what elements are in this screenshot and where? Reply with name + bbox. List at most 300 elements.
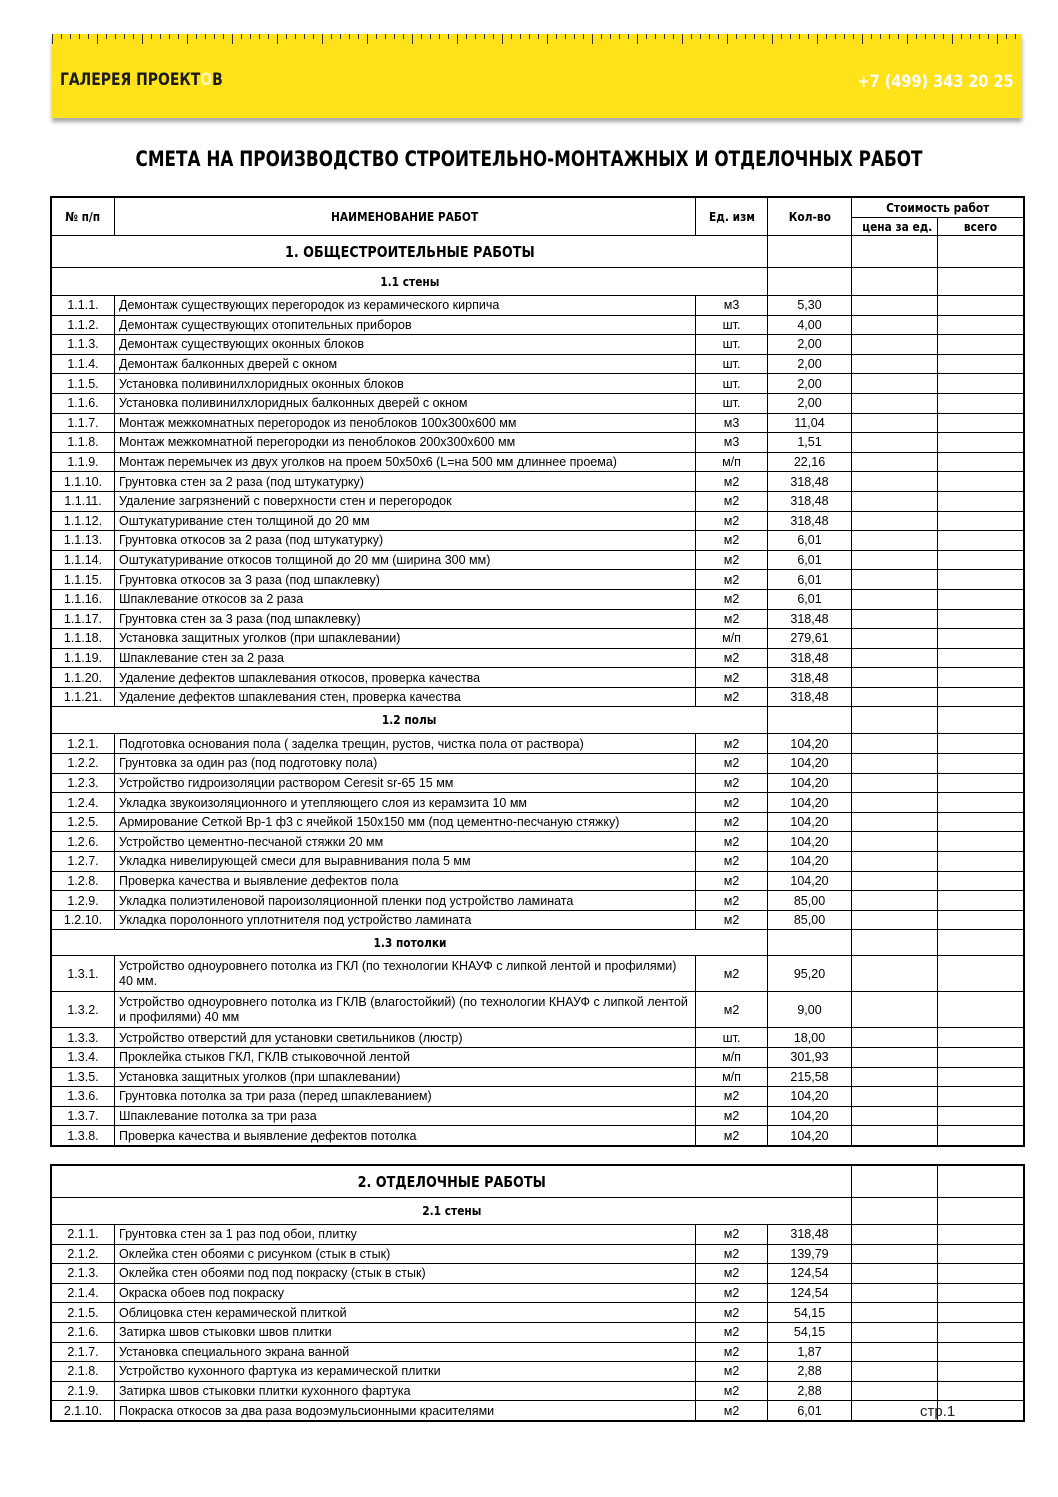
row-number: 1.1.14. <box>52 550 115 570</box>
row-total <box>938 852 1024 872</box>
row-unit: м2 <box>696 1106 768 1126</box>
row-total <box>938 609 1024 629</box>
row-total <box>938 1106 1024 1126</box>
row-unit: м2 <box>696 793 768 813</box>
row-total <box>938 871 1024 891</box>
row-work-name: Демонтаж существующих оконных блоков <box>115 335 696 355</box>
row-unit: м2 <box>696 1322 768 1342</box>
row-quantity: 318,48 <box>768 668 852 688</box>
table-row <box>52 754 1024 774</box>
row-unit: м/п <box>696 452 768 472</box>
brand-logo: ГАЛЕРЕЯ ПРОЕКТОВ <box>60 70 223 90</box>
row-total <box>938 773 1024 793</box>
row-price <box>852 1362 938 1382</box>
row-work-name: Удаление дефектов шпаклевания стен, проверка качества <box>115 687 696 707</box>
row-total <box>938 550 1024 570</box>
row-quantity: 6,01 <box>768 589 852 609</box>
row-total <box>938 354 1024 374</box>
table-row <box>52 315 1024 335</box>
row-work-name: Затирка швов стыковки плитки кухонного фартука <box>115 1381 696 1401</box>
table-row <box>52 891 1024 911</box>
row-unit: м2 <box>696 956 768 992</box>
row-price <box>852 433 938 453</box>
row-work-name: Устройство кухонного фартука из керамической плитки <box>115 1362 696 1382</box>
row-number: 2.1.8. <box>52 1362 115 1382</box>
ruler-decoration <box>52 34 1022 44</box>
section-row <box>52 236 1024 268</box>
row-price <box>852 734 938 754</box>
row-price <box>852 1381 938 1401</box>
row-work-name: Оклейка стен обоями под под покраску (стык в стык) <box>115 1264 696 1284</box>
row-price <box>852 296 938 316</box>
row-quantity: 318,48 <box>768 491 852 511</box>
row-work-name: Оклейка стен обоями с рисунком (стык в стык) <box>115 1244 696 1264</box>
table-row <box>52 871 1024 891</box>
row-work-name: Удаление загрязнений с поверхности стен и перегородок <box>115 491 696 511</box>
section-title: 2. ОТДЕЛОЧНЫЕ РАБОТЫ <box>52 1166 852 1198</box>
subsection-title: 2.1 стены <box>52 1198 852 1225</box>
subsection-row <box>52 268 1024 296</box>
row-total <box>938 511 1024 531</box>
col-header-price: цена за ед. <box>852 218 938 236</box>
row-number: 1.1.6. <box>52 393 115 413</box>
row-unit: м2 <box>696 852 768 872</box>
table-row <box>52 452 1024 472</box>
row-unit: м2 <box>696 1244 768 1264</box>
row-quantity: 318,48 <box>768 609 852 629</box>
row-work-name: Монтаж межкомнатных перегородок из пеноблоков 100х300х600 мм <box>115 413 696 433</box>
row-price <box>852 1322 938 1342</box>
table-row <box>52 511 1024 531</box>
row-total <box>938 1322 1024 1342</box>
col-header-name: НАИМЕНОВАНИЕ РАБОТ <box>115 198 696 236</box>
row-price <box>852 871 938 891</box>
row-price <box>852 1283 938 1303</box>
row-number: 1.2.9. <box>52 891 115 911</box>
row-quantity: 124,54 <box>768 1283 852 1303</box>
table-row <box>52 1303 1024 1323</box>
row-quantity: 2,00 <box>768 374 852 394</box>
row-work-name: Оштукатуривание откосов толщиной до 20 мм (ширина 300 мм) <box>115 550 696 570</box>
row-total <box>938 687 1024 707</box>
table-row <box>52 1048 1024 1068</box>
row-price <box>852 1225 938 1245</box>
table-row <box>52 992 1024 1028</box>
row-number: 1.2.7. <box>52 852 115 872</box>
table-row <box>52 1264 1024 1284</box>
row-price <box>852 891 938 911</box>
row-unit: шт. <box>696 354 768 374</box>
page-number: стр.1 <box>920 1403 956 1420</box>
row-price <box>852 335 938 355</box>
row-unit: м2 <box>696 754 768 774</box>
row-work-name: Укладка полиэтиленовой пароизоляционной пленки под устройство ламината <box>115 891 696 911</box>
table-row <box>52 491 1024 511</box>
row-number: 1.1.19. <box>52 648 115 668</box>
row-quantity: 215,58 <box>768 1067 852 1087</box>
table-row <box>52 1067 1024 1087</box>
row-work-name: Оштукатуривание стен толщиной до 20 мм <box>115 511 696 531</box>
row-number: 1.1.15. <box>52 570 115 590</box>
table-row <box>52 1244 1024 1264</box>
row-number: 1.2.8. <box>52 871 115 891</box>
row-number: 1.1.7. <box>52 413 115 433</box>
row-number: 1.3.8. <box>52 1126 115 1146</box>
estimate-table-1 <box>51 197 1024 1146</box>
row-price <box>852 956 938 992</box>
row-price <box>852 1048 938 1068</box>
row-quantity: 104,20 <box>768 1106 852 1126</box>
table-row <box>52 374 1024 394</box>
row-price <box>852 1342 938 1362</box>
row-price <box>852 609 938 629</box>
row-unit: м2 <box>696 687 768 707</box>
row-total <box>938 1225 1024 1245</box>
table-row <box>52 648 1024 668</box>
row-price <box>852 413 938 433</box>
row-quantity: 104,20 <box>768 832 852 852</box>
table-row <box>52 589 1024 609</box>
row-number: 2.1.10. <box>52 1401 115 1421</box>
row-price <box>852 1087 938 1107</box>
table-row <box>52 1106 1024 1126</box>
row-number: 1.3.6. <box>52 1087 115 1107</box>
row-unit: м2 <box>696 1362 768 1382</box>
row-quantity: 318,48 <box>768 648 852 668</box>
row-work-name: Покраска откосов за два раза водоэмульсионными красителями <box>115 1401 696 1421</box>
row-unit: м2 <box>696 648 768 668</box>
table-row <box>52 668 1024 688</box>
row-unit: м2 <box>696 511 768 531</box>
row-number: 2.1.9. <box>52 1381 115 1401</box>
row-quantity: 54,15 <box>768 1303 852 1323</box>
row-price <box>852 852 938 872</box>
table-row <box>52 1087 1024 1107</box>
col-header-unit: Ед. изм <box>696 198 768 236</box>
row-quantity: 104,20 <box>768 871 852 891</box>
row-unit: м2 <box>696 812 768 832</box>
table-row <box>52 570 1024 590</box>
row-unit: м2 <box>696 992 768 1028</box>
row-quantity: 2,88 <box>768 1362 852 1382</box>
row-price <box>852 754 938 774</box>
row-price <box>852 773 938 793</box>
row-number: 1.2.4. <box>52 793 115 813</box>
row-quantity: 2,00 <box>768 393 852 413</box>
row-total <box>938 1244 1024 1264</box>
row-work-name: Грунтовка за один раз (под подготовку пола) <box>115 754 696 774</box>
row-number: 1.1.9. <box>52 452 115 472</box>
row-unit: м/п <box>696 629 768 649</box>
row-price <box>852 1303 938 1323</box>
row-work-name: Укладка нивелирующей смеси для выравнивания пола 5 мм <box>115 852 696 872</box>
row-price <box>852 1126 938 1146</box>
row-unit: м2 <box>696 472 768 492</box>
row-number: 1.3.7. <box>52 1106 115 1126</box>
row-total <box>938 589 1024 609</box>
row-unit: м2 <box>696 1087 768 1107</box>
row-price <box>852 648 938 668</box>
row-quantity: 54,15 <box>768 1322 852 1342</box>
row-total <box>938 1126 1024 1146</box>
row-work-name: Устройство отверстий для установки светильников (люстр) <box>115 1028 696 1048</box>
row-unit: м2 <box>696 531 768 551</box>
row-unit: м3 <box>696 433 768 453</box>
row-quantity: 6,01 <box>768 1401 852 1421</box>
row-total <box>938 1342 1024 1362</box>
row-quantity: 2,00 <box>768 335 852 355</box>
row-unit: м2 <box>696 609 768 629</box>
row-quantity: 9,00 <box>768 992 852 1028</box>
row-work-name: Окраска обоев под покраску <box>115 1283 696 1303</box>
row-number: 1.2.10. <box>52 910 115 930</box>
row-work-name: Демонтаж существующих отопительных приборов <box>115 315 696 335</box>
row-number: 1.2.3. <box>52 773 115 793</box>
row-work-name: Удаление дефектов шпаклевания откосов, проверка качества <box>115 668 696 688</box>
row-unit: м2 <box>696 1401 768 1421</box>
row-work-name: Установка защитных уголков (при шпаклевании) <box>115 629 696 649</box>
row-unit: м/п <box>696 1048 768 1068</box>
row-number: 2.1.7. <box>52 1342 115 1362</box>
row-number: 1.1.13. <box>52 531 115 551</box>
row-work-name: Установка специального экрана ванной <box>115 1342 696 1362</box>
table-row <box>52 1381 1024 1401</box>
row-work-name: Армирование Сеткой Вр-1 ф3 с ячейкой 150х150 мм (под цементно-песчаную стяжку) <box>115 812 696 832</box>
row-unit: м3 <box>696 413 768 433</box>
row-work-name: Устройство одноуровнего потолка из ГКЛВ (влагостойкий) (по технологии КНАУФ с липкой лентой и профилями) 40 мм <box>115 992 696 1028</box>
row-work-name: Шпаклевание стен за 2 раза <box>115 648 696 668</box>
row-quantity: 124,54 <box>768 1264 852 1284</box>
row-unit: шт. <box>696 315 768 335</box>
row-total <box>938 1087 1024 1107</box>
row-quantity: 6,01 <box>768 550 852 570</box>
row-quantity: 318,48 <box>768 511 852 531</box>
row-price <box>852 472 938 492</box>
table-row <box>52 1283 1024 1303</box>
table-row <box>52 773 1024 793</box>
row-number: 1.1.3. <box>52 335 115 355</box>
row-number: 2.1.6. <box>52 1322 115 1342</box>
row-price <box>852 668 938 688</box>
table-row <box>52 1401 1024 1421</box>
row-price <box>852 491 938 511</box>
estimate-table-2 <box>51 1165 1024 1421</box>
row-quantity: 85,00 <box>768 891 852 911</box>
row-quantity: 301,93 <box>768 1048 852 1068</box>
row-total <box>938 472 1024 492</box>
row-work-name: Установка поливинилхлоридных балконных дверей с окном <box>115 393 696 413</box>
row-work-name: Демонтаж существующих перегородок из керамического кирпича <box>115 296 696 316</box>
row-price <box>852 992 938 1028</box>
row-price <box>852 1264 938 1284</box>
table-row <box>52 296 1024 316</box>
col-header-num: № п/п <box>52 198 115 236</box>
row-price <box>852 1067 938 1087</box>
col-header-total: всего <box>938 218 1024 236</box>
table-row <box>52 335 1024 355</box>
row-unit: м2 <box>696 570 768 590</box>
row-price <box>852 550 938 570</box>
row-number: 1.1.2. <box>52 315 115 335</box>
table-row <box>52 609 1024 629</box>
table-row <box>52 1028 1024 1048</box>
row-unit: м2 <box>696 668 768 688</box>
row-unit: м2 <box>696 1303 768 1323</box>
row-number: 1.1.17. <box>52 609 115 629</box>
row-quantity: 4,00 <box>768 315 852 335</box>
row-price <box>852 374 938 394</box>
table-row <box>52 1126 1024 1146</box>
row-quantity: 139,79 <box>768 1244 852 1264</box>
row-unit: м2 <box>696 1126 768 1146</box>
row-work-name: Проверка качества и выявление дефектов пола <box>115 871 696 891</box>
row-total <box>938 1264 1024 1284</box>
row-total <box>938 433 1024 453</box>
row-price <box>852 531 938 551</box>
row-work-name: Установка поливинилхлоридных оконных блоков <box>115 374 696 394</box>
row-number: 1.1.11. <box>52 491 115 511</box>
row-number: 2.1.3. <box>52 1264 115 1284</box>
row-number: 1.3.5. <box>52 1067 115 1087</box>
row-unit: м2 <box>696 1342 768 1362</box>
row-unit: м2 <box>696 891 768 911</box>
row-work-name: Проклейка стыков ГКЛ, ГКЛВ стыковочной лентой <box>115 1048 696 1068</box>
row-work-name: Облицовка стен керамической плиткой <box>115 1303 696 1323</box>
row-total <box>938 812 1024 832</box>
phone-number[interactable]: +7 (499) 343 20 25 <box>857 72 1014 92</box>
row-total <box>938 296 1024 316</box>
row-quantity: 85,00 <box>768 910 852 930</box>
row-total <box>938 891 1024 911</box>
table-header-row <box>52 198 1024 218</box>
table-row <box>52 812 1024 832</box>
row-unit: шт. <box>696 1028 768 1048</box>
table-row <box>52 531 1024 551</box>
row-quantity: 104,20 <box>768 852 852 872</box>
row-work-name: Устройство гидроизоляции раствором Ceresit sr-65 15 мм <box>115 773 696 793</box>
row-total <box>938 992 1024 1028</box>
row-number: 1.3.3. <box>52 1028 115 1048</box>
table-row <box>52 413 1024 433</box>
row-total <box>938 1067 1024 1087</box>
row-number: 1.1.21. <box>52 687 115 707</box>
row-work-name: Грунтовка стен за 1 раз под обои, плитку <box>115 1225 696 1245</box>
row-price <box>852 511 938 531</box>
row-total <box>938 531 1024 551</box>
row-quantity: 104,20 <box>768 1087 852 1107</box>
row-unit: м2 <box>696 1264 768 1284</box>
row-number: 1.2.2. <box>52 754 115 774</box>
row-total <box>938 1381 1024 1401</box>
row-price <box>852 570 938 590</box>
row-number: 1.1.10. <box>52 472 115 492</box>
col-header-qty: Кол-во <box>768 198 852 236</box>
row-total <box>938 1028 1024 1048</box>
row-total <box>938 956 1024 992</box>
row-price <box>852 629 938 649</box>
row-unit: м2 <box>696 550 768 570</box>
row-work-name: Укладка поролонного уплотнителя под устройство ламината <box>115 910 696 930</box>
row-quantity: 6,01 <box>768 531 852 551</box>
table-row <box>52 433 1024 453</box>
row-price <box>852 354 938 374</box>
row-total <box>938 374 1024 394</box>
row-price <box>852 687 938 707</box>
table-row <box>52 734 1024 754</box>
row-quantity: 2,88 <box>768 1381 852 1401</box>
row-total <box>938 668 1024 688</box>
row-unit: м2 <box>696 832 768 852</box>
row-unit: м2 <box>696 589 768 609</box>
table-row <box>52 1322 1024 1342</box>
row-number: 2.1.5. <box>52 1303 115 1323</box>
row-unit: шт. <box>696 393 768 413</box>
row-price <box>852 832 938 852</box>
row-total <box>938 452 1024 472</box>
row-quantity: 22,16 <box>768 452 852 472</box>
row-number: 1.2.6. <box>52 832 115 852</box>
row-work-name: Установка защитных уголков (при шпаклевании) <box>115 1067 696 1087</box>
row-work-name: Грунтовка откосов за 2 раза (под штукатурку) <box>115 531 696 551</box>
row-unit: м/п <box>696 1067 768 1087</box>
row-price <box>852 1028 938 1048</box>
table-row <box>52 1362 1024 1382</box>
row-total <box>938 910 1024 930</box>
row-total <box>938 832 1024 852</box>
row-quantity: 104,20 <box>768 812 852 832</box>
table-row <box>52 550 1024 570</box>
row-unit: м2 <box>696 871 768 891</box>
row-work-name: Укладка звукоизоляционного и утепляющего слоя из керамзита 10 мм <box>115 793 696 813</box>
row-number: 1.1.4. <box>52 354 115 374</box>
subsection-row <box>52 930 1024 956</box>
row-number: 1.2.1. <box>52 734 115 754</box>
row-total <box>938 491 1024 511</box>
row-work-name: Устройство цементно-песчаной стяжки 20 мм <box>115 832 696 852</box>
row-work-name: Монтаж межкомнатной перегородки из пеноблоков 200х300х600 мм <box>115 433 696 453</box>
row-quantity: 95,20 <box>768 956 852 992</box>
row-number: 1.1.8. <box>52 433 115 453</box>
section-row <box>52 1166 1024 1198</box>
row-number: 1.1.1. <box>52 296 115 316</box>
row-number: 1.1.5. <box>52 374 115 394</box>
row-total <box>938 315 1024 335</box>
row-work-name: Демонтаж балконных дверей с окном <box>115 354 696 374</box>
row-work-name: Затирка швов стыковки швов плитки <box>115 1322 696 1342</box>
table-row <box>52 687 1024 707</box>
row-quantity: 318,48 <box>768 1225 852 1245</box>
row-number: 1.2.5. <box>52 812 115 832</box>
row-number: 1.1.12. <box>52 511 115 531</box>
row-work-name: Шпаклевание потолка за три раза <box>115 1106 696 1126</box>
row-total <box>938 1303 1024 1323</box>
row-quantity: 5,30 <box>768 296 852 316</box>
row-total <box>938 734 1024 754</box>
row-price <box>852 452 938 472</box>
row-number: 1.1.16. <box>52 589 115 609</box>
row-quantity: 104,20 <box>768 1126 852 1146</box>
row-price <box>852 1244 938 1264</box>
row-quantity: 2,00 <box>768 354 852 374</box>
row-quantity: 318,48 <box>768 472 852 492</box>
row-price <box>852 315 938 335</box>
table-row <box>52 472 1024 492</box>
row-work-name: Грунтовка потолка за три раза (перед шпаклеванием) <box>115 1087 696 1107</box>
row-number: 1.3.2. <box>52 992 115 1028</box>
row-unit: м2 <box>696 773 768 793</box>
table-row <box>52 793 1024 813</box>
row-price <box>852 910 938 930</box>
